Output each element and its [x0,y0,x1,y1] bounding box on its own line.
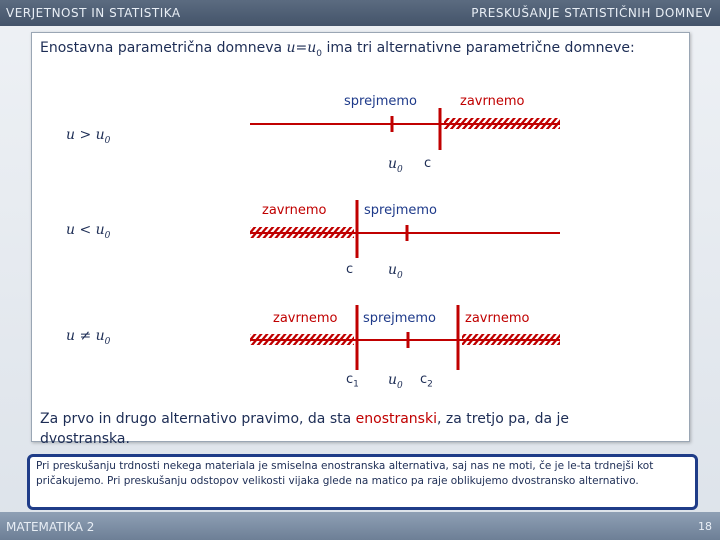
case2-accept-label: sprejmemo [364,203,437,218]
header-right-title: PRESKUŠANJE STATISTIČNIH DOMNEV [471,6,712,20]
reject-region-3-left [250,334,354,345]
case3-accept-label: sprejmemo [363,311,436,326]
intro-text: Enostavna parametrična domneva $u=u_0$ ima tri alternativne parametrične domneve: [40,40,635,59]
case1-reject-label: zavrnemo [460,94,525,109]
footer-bar [0,512,720,540]
case2-critical-label: c [346,262,354,277]
page-number: 18 [698,520,712,533]
case1-critical-label: c [424,156,432,171]
case2-u0-label: $u_0$ [388,262,403,281]
case1-u0-label: $u_0$ [388,156,403,175]
case2-reject-label: zavrnemo [262,203,327,218]
case3-u0-label: $u_0$ [388,372,403,391]
case2-hypothesis: $u < u_0$ [66,222,111,241]
header-left-title: VERJETNOST IN STATISTIKA [6,6,181,20]
case3-c1-label: $c_1$ [346,372,359,390]
reject-region-2 [250,227,354,238]
case3-reject-right-label: zavrnemo [465,311,530,326]
case1-accept-label: sprejmemo [344,94,417,109]
note-text: Za prvo in drugo alternativo pravimo, da sta enostranski, za tretjo pa, da je dvostranska. [40,411,569,447]
reject-region-3-right [462,334,560,345]
info-box [27,454,698,510]
case3-c2-label: $c_2$ [420,372,433,390]
case3-reject-left-label: zavrnemo [273,311,338,326]
footer-course: MATEMATIKA 2 [6,520,95,534]
case3-hypothesis: $u \ne u_0$ [66,328,111,347]
info-text: Pri preskušanju trdnosti nekega materiala je smiselna enostranska alternativa, saj nas ne moti, če je le-ta trdnejši kot pričakujemo. Pri preskušanju odstopov velikosti vijaka glede na matico pa raje oblikujemo dvostransko alternativo. [36,460,654,487]
case1-hypothesis: $u > u_0$ [66,127,111,146]
reject-region-1 [444,118,560,129]
